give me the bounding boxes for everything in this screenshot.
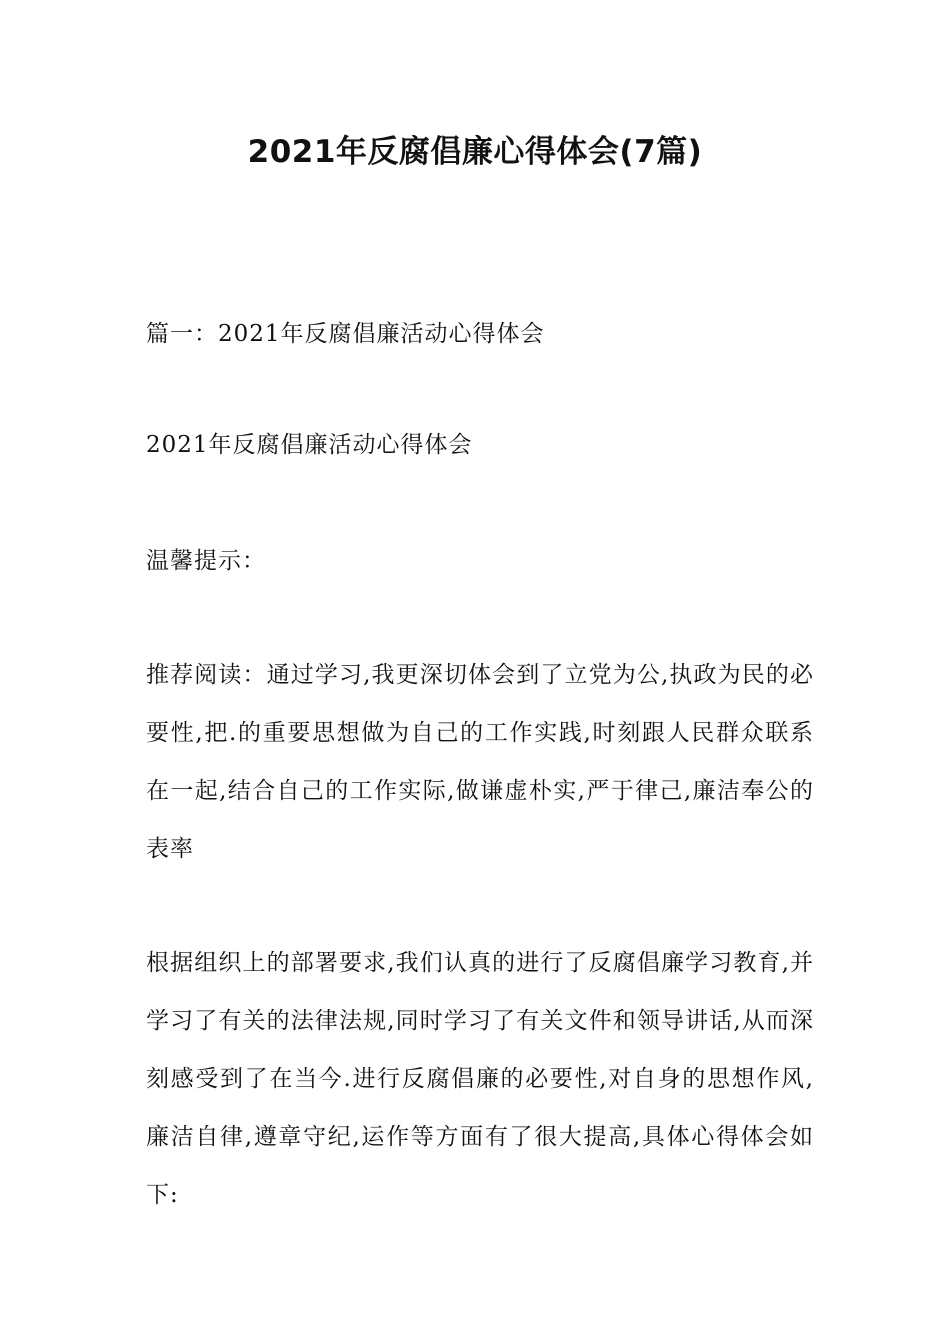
section-heading: 篇一：2021年反腐倡廉活动心得体会 xyxy=(146,321,545,347)
article-title: 2021年反腐倡廉活动心得体会 xyxy=(146,432,473,458)
document-title: 2021年反腐倡廉心得体会(7篇) xyxy=(247,134,703,170)
body-paragraph: 根据组织上的部署要求,我们认真的进行了反腐倡廉学习教育,并学习了有关的法律法规,同时学习了有关文件和领导讲话,从而深刻感受到了在当今.进行反腐倡廉的必要性,对自身的思想作风,廉洁自律,遵章守纪,运作等方面有了很大提高,具体心得体会如下: xyxy=(146,950,814,1208)
tip-label: 温馨提示： xyxy=(146,548,266,574)
recommended-reading-paragraph: 推荐阅读：通过学习,我更深切体会到了立党为公,执政为民的必要性,把.的重要思想做为自己的工作实践,时刻跟人民群众联系在一起,结合自己的工作实际,做谦虚朴实,严于律己,廉洁奉公的表率 xyxy=(146,662,814,862)
